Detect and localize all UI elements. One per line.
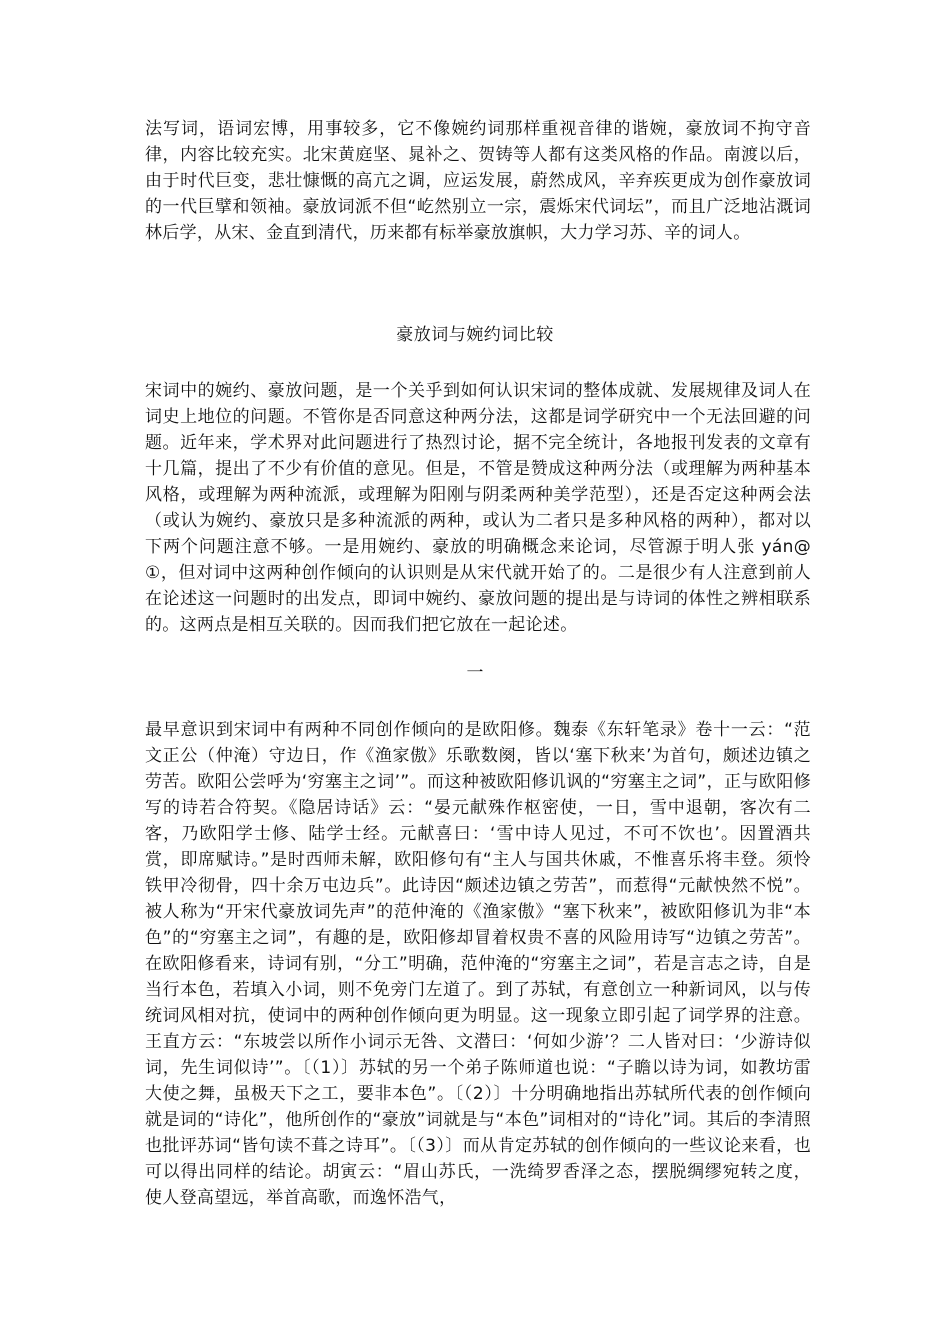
section-number: 一 [466,663,484,683]
body-paragraph: 最早意识到宋词中有两种不同创作倾向的是欧阳修。魏泰《东轩笔录》卷十一云：“范文正公（仲淹）守边日，作《渔家傲》乐歌数阕，皆以‘塞下秋来’为首句，颇述边镇之劳苦。欧阳公尝呼为‘穷塞主之词’”。而这种被欧阳修讥讽的“穷塞主之词”，正与欧阳修写的诗若合符契。《隐居诗话》云：“晏元献殊作枢密使，一日，雪中退朝，客次有二客，乃欧阳学士修、陆学士经。元献喜曰：‘雪中诗人见过，不可不饮也’。因置酒共赏，即席赋诗。”是时西师未解，欧阳修句有“主人与国共休戚，不惟喜乐将丰登。须怜铁甲冷彻骨，四十余万屯边兵”。此诗因“颇述边镇之劳苦”，而惹得“元献怏然不悦”。被人称为“开宋代豪放词先声”的范仲淹的《渔家傲》“塞下秋来”，被欧阳修讥为非“本色”的“穷塞主之词”，有趣的是，欧阳修却冒着权贵不喜的风险用诗写“边镇之劳苦”。在欧阳修看来，诗词有别，“分工”明确，范仲淹的“穷塞主之词”，若是言志之诗，自是当行本色，若填入小词，则不免旁门左道了。到了苏轼，有意创立一种新词风，以与传统词风相对抗，使词中的两种创作倾向更为明显。这一现象立即引起了词学界的注意。王直方云：“东坡尝以所作小词示无咎、文潜曰：‘何如少游’？二人皆对曰：‘少游诗似词，先生词似诗’”。〔（1）〕苏轼的另一个弟子陈师道也说：“子瞻以诗为词，如教坊雷大使之舞，虽极天下之工，要非本色”。〔（2）〕十分明确地指出苏轼所代表的创作倾向就是词的“诗化”，他所创作的“豪放”词就是与“本色”词相对的“诗化”词。其后的李清照也批评苏词“皆句读不葺之诗耳”。〔（3）〕而从肯定苏轼的创作倾向的一些议论来看，也可以得出同样的结论。胡寅云：“眉山苏氏，一洗绮罗香泽之态，摆脱绸缪宛转之度，使人登高望远，举首高歌，而逸怀浩气， [145,720,811,1208]
overview-paragraph: 宋词中的婉约、豪放问题，是一个关乎到如何认识宋词的整体成就、发展规律及词人在词史上地位的问题。不管你是否同意这种两分法，这都是词学研究中一个无法回避的问题。近年来，学术界对此问题进行了热烈讨论，据不完全统计，各地报刊发表的文章有十几篇，提出了不少有价值的意见。但是，不管是赞成这种两分法（或理解为两种基本风格，或理解为两种流派，或理解为阳刚与阴柔两种美学范型），还是否定这种两会法（或认为婉约、豪放只是多种流派的两种，或认为二者只是多种风格的两种），都对以下两个问题注意不够。一是用婉约、豪放的明确概念来论词，尽管源于明人张 yán@①，但对词中这两种创作倾向的认识则是从宋代就开始了的。二是很少有人注意到前人在论述这一问题时的出发点，即词中婉约、豪放问题的提出是与诗词的体性之辨相联系的。这两点是相互关联的。因而我们把它放在一起论述。 [145,381,811,635]
intro-paragraph: 法写词，语词宏博，用事较多，它不像婉约词那样重视音律的谐婉，豪放词不拘守音律，内容比较充实。北宋黄庭坚、晁补之、贺铸等人都有这类风格的作品。南渡以后，由于时代巨变，悲壮慷慨的高亢之调，应运发展，蔚然成风，辛弃疾更成为创作豪放词的一代巨擘和领袖。豪放词派不但“屹然别立一宗，震烁宋代词坛”，而且广泛地沾溉词林后学，从宋、金直到清代，历来都有标举豪放旗帜，大力学习苏、辛的词人。 [145,119,811,243]
section-title: 豪放词与婉约词比较 [396,325,554,345]
